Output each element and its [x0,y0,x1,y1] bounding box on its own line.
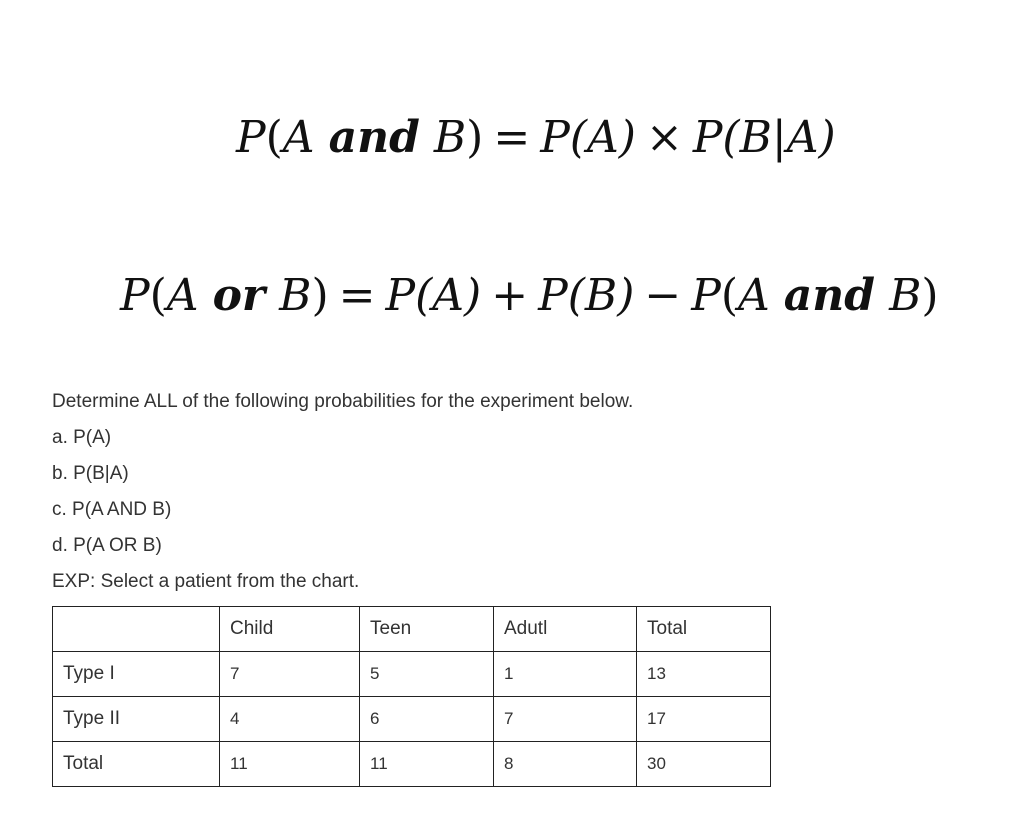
formula-p: P [538,270,568,321]
formula-prob-a: (A) [415,270,482,321]
formula-p: P [385,270,416,321]
formula-paren-close: ) [921,270,939,321]
formula-or-rule [120,270,939,321]
table-header-cell: Teen [360,607,494,652]
question-intro: Determine ALL of the following probabilities for the experiment below. [52,391,634,412]
table-row-label: Total [53,742,220,787]
table-cell: 7 [220,652,360,697]
formula-prob-b-given-a: (B|A) [722,112,836,163]
formula-plus: + [491,270,529,321]
table-cell: 6 [360,697,494,742]
formula-paren-open: ( [149,270,167,321]
formula-equals: = [338,270,376,321]
table-header-row [53,607,771,652]
question-item-c: c. P(A AND B) [52,499,172,520]
experiment-description: EXP: Select a patient from the chart. [52,571,360,592]
table-cell: 17 [637,697,771,742]
formula-event-a: A [738,270,770,321]
question-item-d: d. P(A OR B) [52,535,162,556]
table-header-cell [53,607,220,652]
table-header-cell: Adutl [494,607,637,652]
table-cell: 11 [360,742,494,787]
table-row-label: Type I [53,652,220,697]
question-item-b: b. P(B|A) [52,463,129,484]
formula-paren-open: ( [720,270,739,321]
formula-p: P [236,112,266,163]
formula-and-keyword: and [783,270,876,321]
formula-and-rule [236,112,836,163]
table-row [53,742,771,787]
formula-p: P [691,270,721,321]
table-cell: 13 [637,652,771,697]
formula-equals: = [493,112,531,163]
formula-p: P [540,112,570,163]
table-cell: 7 [494,697,637,742]
table-cell: 30 [637,742,771,787]
formula-paren-close: ) [311,270,329,321]
patient-chart-table [52,606,771,787]
formula-or-keyword: or [212,270,266,321]
table-header-cell: Child [220,607,360,652]
table-row [53,652,771,697]
formula-paren-close: ) [466,112,484,163]
question-item-a: a. P(A) [52,427,112,448]
formula-event-a: A [282,112,315,163]
table-cell: 4 [220,697,360,742]
formula-event-b: B [433,112,467,163]
formula-times: × [645,112,683,163]
table-cell: 1 [494,652,637,697]
table-cell: 5 [360,652,494,697]
formula-prob-b: (B) [567,270,635,321]
formula-paren-open: ( [265,112,283,163]
formula-minus: − [644,270,682,321]
table-cell: 8 [494,742,637,787]
formula-prob-a: (A) [569,112,636,163]
formula-event-a: A [166,270,199,321]
table-header-cell: Total [637,607,771,652]
formula-p: P [120,270,150,321]
formula-and-keyword: and [328,112,420,163]
table-cell: 11 [220,742,360,787]
table-row-label: Type II [53,697,220,742]
table-row [53,697,771,742]
formula-event-b: B [279,270,312,321]
formula-p: P [692,112,723,163]
formula-event-b: B [889,270,922,321]
